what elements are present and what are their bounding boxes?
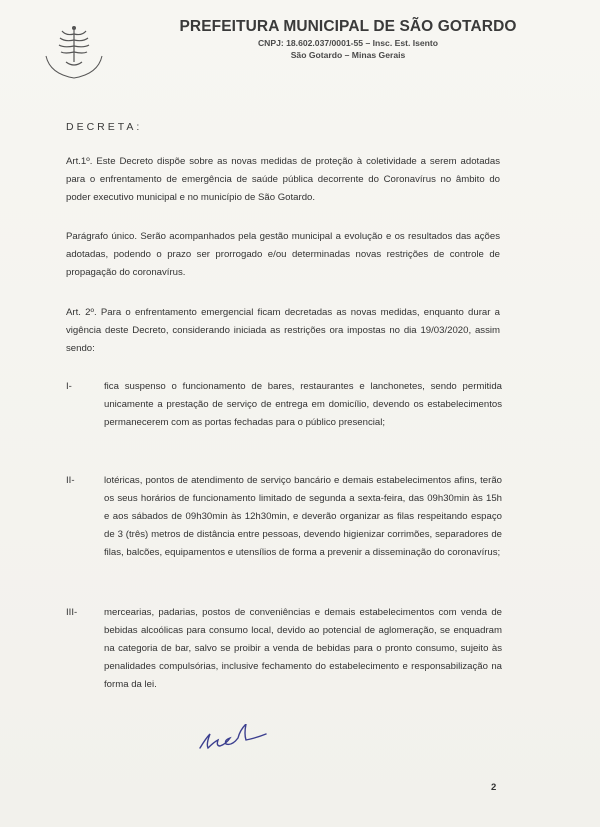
paragrafo-unico: Parágrafo único. Serão acompanhados pela gestão municipal a evolução e os resultados das ações adotadas, podendo o prazo ser prorrogado e/ou determinadas novas restrições de controle de propagação do coronavírus. (66, 231, 500, 278)
item-text: mercearias, padarias, postos de conveniências e demais estabelecimentos com venda de bebidas alcoólicas para consumo local, devido ao potencial de aglomeração, se enquadram na categoria de bar, salvo se proibir a venda de bebidas para o pronto consumo, sujeito às penalidades compulsórias, inclusive fechamento do estabelecimento e responsabilização na forma da lei. (104, 607, 502, 690)
location-line: São Gotardo – Minas Gerais (290, 50, 406, 60)
municipality-title: PREFEITURA MUNICIPAL DE SÃO GOTARDO (179, 18, 517, 35)
article-2: Art. 2º. Para o enfrentamento emergencial ficam decretadas as novas medidas, enquanto durar a vigência deste Decreto, considerando iniciada as restrições ora impostas no dia 19/03/2020, assim sendo: (66, 307, 500, 354)
page-number: 2 (491, 782, 497, 793)
item-text: lotéricas, pontos de atendimento de serviço bancário e demais estabelecimentos afins, terão os seus horários de funcionamento limitado de segunda a sexta-feira, das 09h30min às 15h e aos sábados de 09h30min às 12h30min, e deverão organizar as filas respeitando espaço de 3 (três) metros de distância entre pessoas, devendo higienizar corrimões, separadores de filas, balcões, equipamentos e utensílios de forma a prevenir a disseminação do coronavírus; (104, 475, 502, 558)
signature-initials (196, 724, 276, 754)
item-number: II- (66, 475, 75, 486)
cnpj-line: CNPJ: 18.602.037/0001-55 – Insc. Est. Isento (257, 38, 439, 48)
item-number: I- (66, 381, 72, 392)
item-number: III- (66, 607, 78, 618)
decreta-heading: DECRETA: (66, 121, 143, 133)
letterhead (128, 18, 568, 60)
item-text: fica suspenso o funcionamento de bares, restaurantes e lanchonetes, sendo permitida unicamente a prestação de serviço de entrega em domicílio, devendo os estabelecimentos permanecerem com as portas fechadas para o público presencial; (104, 381, 502, 428)
article-1: Art.1º. Este Decreto dispõe sobre as novas medidas de proteção à coletividade a serem adotadas para o enfrentamento de emergência de saúde pública decorrente do Coronavírus no âmbito do poder executivo municipal e no município de São Gotardo. (66, 156, 500, 203)
municipal-crest-logo (38, 22, 110, 84)
